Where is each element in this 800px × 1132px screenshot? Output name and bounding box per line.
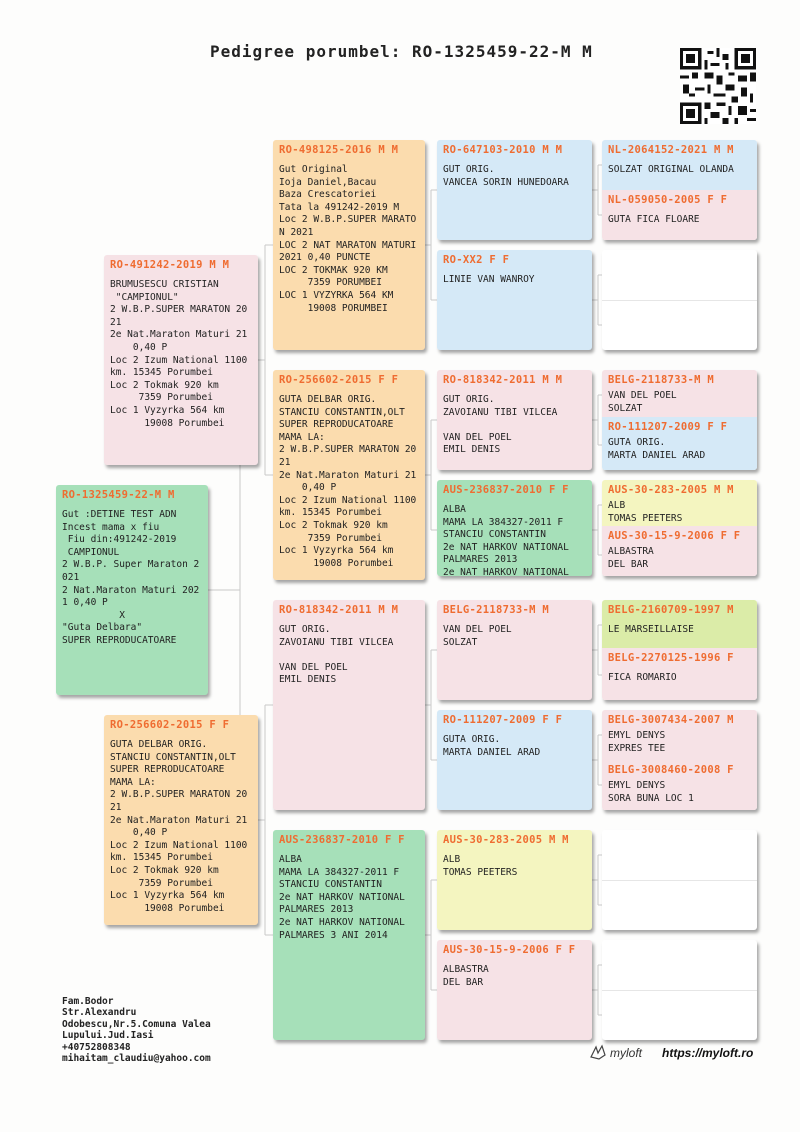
pigeon-notes: GUT ORIG. ZAVOIANU TIBI VILCEA VAN DEL POEL EMIL DENIS	[443, 394, 558, 456]
ring-number: BELG-2160709-1997 M	[608, 604, 734, 616]
pigeon-notes: GUTA ORIG. MARTA DANIEL ARAD	[608, 437, 706, 461]
ring-number: BELG-3007434-2007 M	[608, 714, 734, 726]
ring-number: RO-491242-2019 M M	[110, 259, 230, 271]
pigeon-notes: ALB TOMAS PEETERS	[443, 854, 518, 878]
pigeon-card-dam-sire[interactable]	[273, 600, 425, 810]
ring-number: BELG-3008460-2008 F	[608, 764, 734, 776]
ring-number: RO-256602-2015 F F	[110, 719, 230, 731]
pigeon-card-gen4-4[interactable]	[602, 480, 757, 576]
pigeon-card-gen4-empty-3[interactable]	[602, 940, 757, 1040]
pigeon-notes: SOLZAT ORIGINAL OLANDA	[608, 164, 734, 175]
ring-number: RO-498125-2016 M M	[279, 144, 399, 156]
pigeon-notes: GUT ORIG. ZAVOIANU TIBI VILCEA VAN DEL POEL EMIL DENIS	[279, 624, 394, 686]
ring-number: NL-2064152-2021 M M	[608, 144, 734, 156]
pigeon-card-gen4-3[interactable]	[602, 370, 757, 470]
ring-number: AUS-30-15-9-2006 F F	[608, 530, 741, 542]
pigeon-card-gen4-6[interactable]	[602, 710, 757, 810]
pigeon-notes: BRUMUSESCU CRISTIAN "CAMPIONUL" 2 W.B.P.SUPER MARATON 20 21 2e Nat.Maraton Maturi 21 0,40 P Loc 2 Izum National 1100 km. 15345 Porumbei Loc 2 Tokmak 920 km 7359 Porumbei Loc 1 Vyzyrka 564 km 19008 Porumbei	[110, 279, 248, 429]
pigeon-notes: ALBASTRA DEL BAR	[443, 964, 489, 988]
ring-number: BELG-2118733-M M	[443, 604, 549, 616]
pigeon-card-dam-dam[interactable]	[273, 830, 425, 1040]
pigeon-card-sire-sire[interactable]	[273, 140, 425, 350]
ring-number: RO-647103-2010 M M	[443, 144, 563, 156]
pigeon-notes: GUTA DELBAR ORIG. STANCIU CONSTANTIN,OLT SUPER REPRODUCATOARE MAMA LA: 2 W.B.P.SUPER MARATON 20 21 2e Nat.Maraton Maturi 21 0,40 P Loc 2 Izum National 1100 km. 15345 Porumbei Loc 2 Tokmak 920 km 7359 Porumbei Loc 1 Vyzyrka 564 km 19008 Porumbei	[279, 394, 417, 569]
pigeon-notes: ALBA MAMA LA 384327-2011 F STANCIU CONSTANTIN 2e NAT HARKOV NATIONAL PALMARES 2013 2e NAT HARKOV NATIONAL	[443, 504, 569, 576]
pigeon-card-dss[interactable]	[437, 600, 592, 700]
pigeon-notes: VAN DEL POEL SOLZAT	[443, 624, 512, 648]
pigeon-notes: FICA ROMARIO	[608, 672, 677, 683]
ring-number: BELG-2118733-M M	[608, 374, 714, 386]
pigeon-notes: ALBA MAMA LA 384327-2011 F STANCIU CONSTANTIN 2e NAT HARKOV NATIONAL PALMARES 2013 2e NAT HARKOV NATIONAL PALMARES 3 ANI 2014	[279, 854, 405, 941]
ring-number: RO-818342-2011 M M	[443, 374, 563, 386]
brand-name: myloft	[610, 1046, 643, 1060]
page-title: Pedigree porumbel: RO-1325459-22-M M	[210, 42, 593, 61]
ring-number: RO-111207-2009 F F	[443, 714, 563, 726]
brand-url[interactable]: https://myloft.ro	[662, 1046, 754, 1060]
pigeon-notes: GUT ORIG. VANCEA SORIN HUNEDOARA	[443, 164, 569, 188]
qr-code-icon	[680, 48, 756, 124]
ring-number: AUS-30-15-9-2006 F F	[443, 944, 576, 956]
pigeon-notes: EMYL DENYS EXPRES TEE	[608, 730, 666, 754]
pigeon-notes: Gut Original Ioja Daniel,Bacau Baza Crescatoriei Tata la 491242-2019 M Loc 2 W.B.P.SUPER MARATO N 2021 LOC 2 NAT MARATON MATURI 2021 0,40 PUNCTE LOC 2 TOKMAK 920 KM 7359 PORUMBEI LOC 1 VYZYRKA 564 KM 19008 PORUMBEI	[279, 164, 417, 314]
ring-number: RO-111207-2009 F F	[608, 421, 728, 433]
pigeon-card-subject[interactable]	[56, 485, 208, 695]
pigeon-notes: LE MARSEILLAISE	[608, 624, 694, 635]
pigeon-notes: ALB TOMAS PEETERS	[608, 500, 683, 524]
pigeon-notes: ALBASTRA DEL BAR	[608, 546, 654, 570]
ring-number: AUS-236837-2010 F F	[443, 484, 569, 496]
pigeon-card-ddd[interactable]	[437, 940, 592, 1040]
pigeon-notes: GUTA FICA FLOARE	[608, 214, 700, 225]
owner-contact: Fam.Bodor Str.Alexandru Odobescu,Nr.5.Comuna Valea Lupului.Jud.Iasi +40752808348 mihaitam_claudiu@yahoo.com	[62, 996, 211, 1065]
pigeon-card-dds[interactable]	[437, 830, 592, 930]
ring-number: AUS-30-283-2005 M M	[608, 484, 734, 496]
pigeon-notes: Gut :DETINE TEST ADN Incest mama x fiu Fiu din:491242-2019 CAMPIONUL 2 W.B.P. Super Maraton 2 021 2 Nat.Maraton Maturi 202 1 0,40 P X "Guta Delbara" SUPER REPRODUCATOARE	[62, 509, 200, 646]
pigeon-card-dam[interactable]	[104, 715, 258, 925]
pigeon-notes: LINIE VAN WANROY	[443, 274, 535, 285]
pigeon-card-ssd[interactable]	[437, 250, 592, 350]
pigeon-card-sire-dam[interactable]	[273, 370, 425, 580]
ring-number: RO-818342-2011 M M	[279, 604, 399, 616]
pigeon-card-sds[interactable]	[437, 370, 592, 470]
ring-number: RO-XX2 F F	[443, 254, 510, 266]
pigeon-card-sss[interactable]	[437, 140, 592, 240]
pigeon-card-gen4-5[interactable]	[602, 600, 757, 700]
ring-number: NL-059050-2005 F F	[608, 194, 728, 206]
ring-number: BELG-2270125-1996 F	[608, 652, 734, 664]
pigeon-notes: EMYL DENYS SORA BUNA LOC 1	[608, 780, 694, 804]
pigeon-card-sdd[interactable]	[437, 480, 592, 576]
pigeon-card-gen4-1[interactable]	[602, 140, 757, 240]
pigeon-card-gen4-empty-1[interactable]	[602, 250, 757, 350]
pigeon-notes: VAN DEL POEL SOLZAT	[608, 390, 677, 414]
pigeon-notes: GUTA DELBAR ORIG. STANCIU CONSTANTIN,OLT SUPER REPRODUCATOARE MAMA LA: 2 W.B.P.SUPER MARATON 20 21 2e Nat.Maraton Maturi 21 0,40 P Loc 2 Izum National 1100 km. 15345 Porumbei Loc 2 Tokmak 920 km 7359 Porumbei Loc 1 Vyzyrka 564 km 19008 Porumbei	[110, 739, 248, 914]
ring-number: RO-256602-2015 F F	[279, 374, 399, 386]
pigeon-notes: GUTA ORIG. MARTA DANIEL ARAD	[443, 734, 541, 758]
ring-number: RO-1325459-22-M M	[62, 489, 175, 501]
ring-number: AUS-30-283-2005 M M	[443, 834, 569, 846]
pigeon-card-sire[interactable]	[104, 255, 258, 465]
pigeon-card-dsd[interactable]	[437, 710, 592, 810]
pigeon-card-gen4-empty-2[interactable]	[602, 830, 757, 930]
myloft-logo-icon	[588, 1042, 608, 1062]
ring-number: AUS-236837-2010 F F	[279, 834, 405, 846]
